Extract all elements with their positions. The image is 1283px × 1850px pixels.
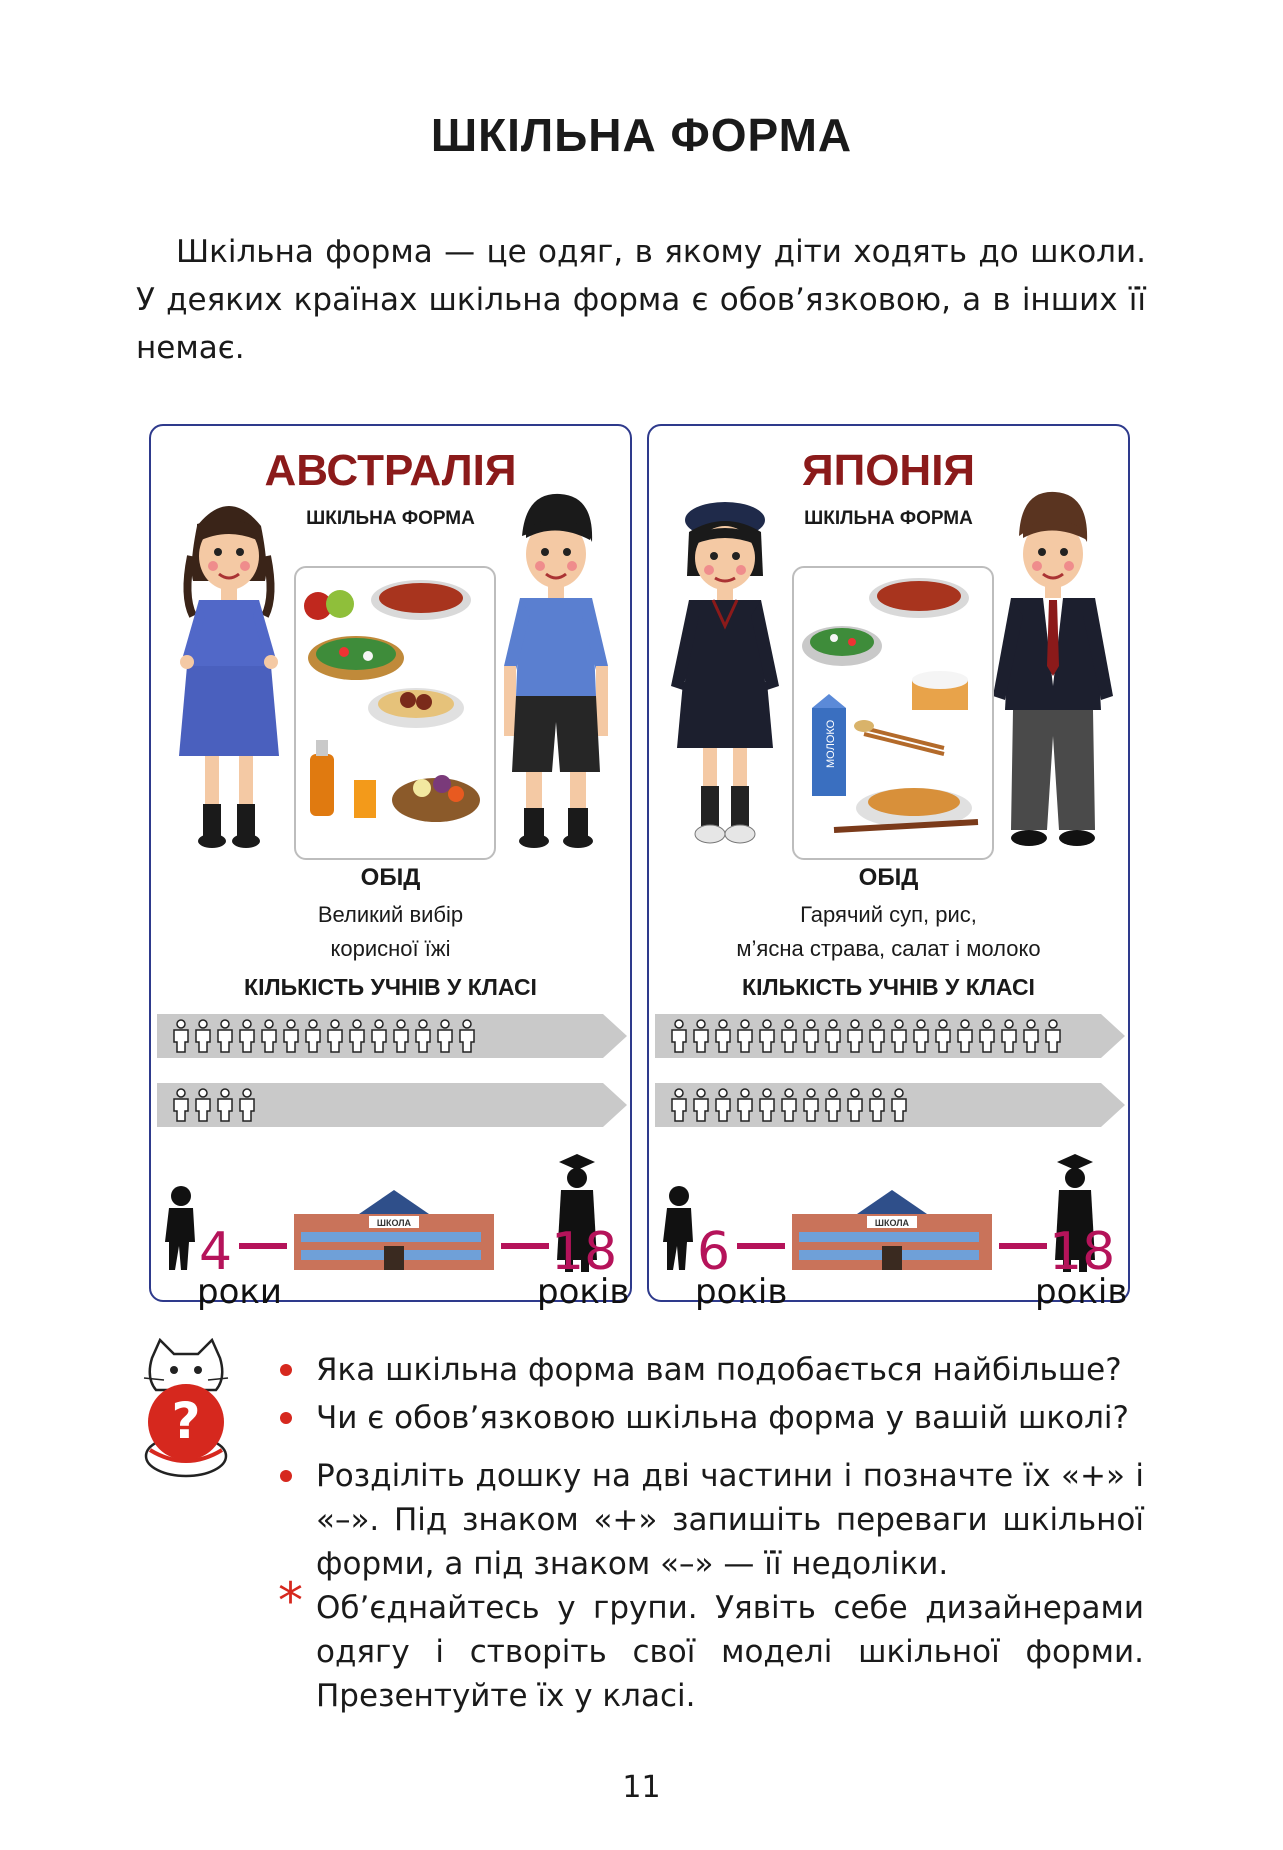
start-age-word: роки [197, 1272, 283, 1312]
australian-boy-illustration [496, 486, 616, 856]
student-icons-row-1 [157, 1012, 627, 1060]
class-size-heading: КІЛЬКІСТЬ УЧНІВ У КЛАСІ [742, 974, 1035, 1000]
svg-text:?: ? [171, 1392, 201, 1450]
school-sign-text: ШКОЛА [376, 1218, 412, 1228]
group-task: Об’єднайтесь у групи. Уявіть себе дизайнерами одягу і створіть свої моделі шкільної форми. Презентуйте їх у класі. [316, 1590, 1144, 1714]
question-1: Яка шкільна форма вам подобається найбільше? [316, 1352, 1122, 1388]
lunch-description [151, 898, 630, 966]
japan-card [647, 424, 1130, 1312]
school-age-range [649, 1146, 1128, 1312]
child-with-backpack-icon [659, 1184, 699, 1270]
end-age-number: 18 [1049, 1222, 1116, 1282]
lunch-line-2: м’ясна страва, салат і молоко [736, 936, 1041, 961]
class-size-heading: КІЛЬКІСТЬ УЧНІВ У КЛАСІ [244, 974, 537, 1000]
end-age-word: років [537, 1272, 630, 1312]
country-title-australia: АВСТРАЛІЯ [264, 446, 517, 495]
lunch-heading: ОБІД [360, 864, 421, 891]
school-age-range [151, 1146, 630, 1312]
intro-text: Шкільна форма — це одяг, в якому діти ходять до школи. У деяких країнах шкільна форма є обов’язковою, а в інших її немає. [136, 234, 1146, 366]
bullet-dot [280, 1364, 292, 1376]
australian-lunch-food-illustration [296, 568, 494, 858]
bullet-dot [280, 1470, 292, 1482]
cat-question-mascot-icon [130, 1338, 242, 1478]
lunch-description [649, 898, 1128, 966]
question-2: Чи є обов’язковою шкільна форма у вашій школі? [316, 1400, 1129, 1436]
lunch-heading: ОБІД [858, 864, 919, 891]
end-age-word: років [1035, 1272, 1128, 1312]
group-task-marker: * [278, 1572, 303, 1630]
uniform-label: ШКІЛЬНА ФОРМА [804, 508, 973, 529]
start-age-number: 6 [697, 1222, 731, 1282]
bullet-dot [280, 1412, 292, 1424]
japanese-lunch-food-illustration [794, 568, 992, 858]
student-icons-row-2 [655, 1081, 1125, 1129]
end-age-number: 18 [551, 1222, 618, 1282]
student-icons-row-2 [157, 1081, 627, 1129]
school-building-illustration [239, 1186, 549, 1270]
milk-label: МОЛОКО [825, 719, 837, 768]
lunch-line-1: Гарячий суп, рис, [800, 902, 977, 927]
japanese-girl-illustration [663, 486, 787, 856]
intro-paragraph [136, 228, 1146, 372]
australian-girl-illustration [169, 486, 289, 856]
japanese-lunch-box [792, 566, 994, 860]
child-with-backpack-icon [161, 1184, 201, 1270]
uniform-label: ШКІЛЬНА ФОРМА [306, 508, 475, 529]
start-age-number: 4 [199, 1222, 233, 1282]
school-sign-text: ШКОЛА [874, 1218, 910, 1228]
japanese-boy-illustration [989, 486, 1119, 856]
lunch-line-1: Великий вибір [317, 902, 464, 927]
page-title: ШКІЛЬНА ФОРМА [430, 109, 853, 161]
start-age-word: років [695, 1272, 788, 1312]
page-number: 11 [622, 1770, 661, 1805]
student-icons-row-1 [655, 1012, 1125, 1060]
country-title-japan: ЯПОНІЯ [801, 446, 976, 495]
school-building-illustration [737, 1186, 1047, 1270]
question-3: Розділіть дошку на дві частини і позначте їх «+» і «–». Під знаком «+» запишіть переваги шкільної форми, а під знаком «–» — її недоліки. [316, 1458, 1144, 1582]
australian-lunch-box [294, 566, 496, 860]
australia-card [149, 424, 632, 1312]
lunch-line-2: корисної їжі [330, 936, 451, 961]
